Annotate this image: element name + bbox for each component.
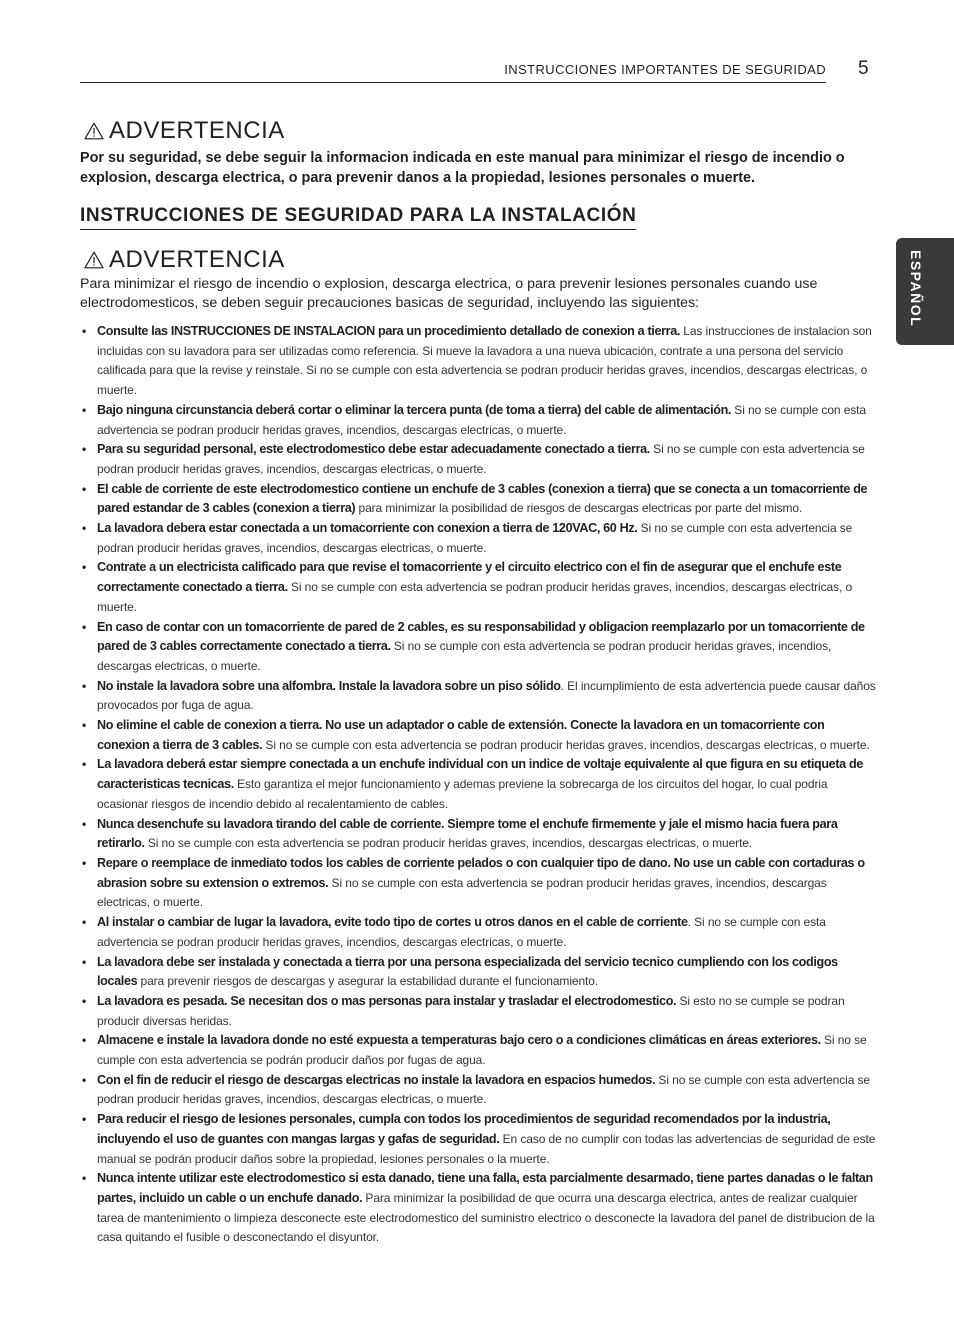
warning-heading-2 xyxy=(84,245,285,275)
list-item-detail-text: Si no se cumple con esta advertencia se podran producir heridas graves, incendios, descargas electricas, o muerte. xyxy=(97,580,853,614)
list-item-bold-text: Para su seguridad personal, este electrodomestico debe estar adecuadamente conectado a tierra. xyxy=(97,442,650,457)
list-item-detail-text: Si no se cumple con esta advertencia se podran producir heridas graves, incendios, descargas electricas, o muerte. xyxy=(144,836,753,851)
list-item xyxy=(80,1169,876,1248)
warning-triangle-icon xyxy=(84,122,104,140)
language-tab xyxy=(896,238,954,345)
safety-instructions-list xyxy=(80,322,876,1248)
list-item-bold-text: La lavadora debera estar conectada a un tomacorriente con conexion a tierra de 120VAC, 60 Hz. xyxy=(97,521,638,536)
list-item xyxy=(80,401,876,440)
list-item xyxy=(80,322,876,401)
list-item-detail-text: Para minimizar la posibilidad de que ocurra una descarga electrica, antes de realizar cualquier tarea de mantenimiento o limpieza desconecte este electrodomestico del suministro electrico o desconecte la lavadora del panel de distribucion de la casa quitando el fusible o desconectando el disyuntor. xyxy=(97,1190,875,1245)
list-item-bold-text: No elimine el cable de conexion a tierra. No use un adaptador o cable de extensión. Conecte la lavadora en un tomacorriente con conexion a tierra de 3 cables. xyxy=(97,718,825,752)
list-item-bold-text: No instale la lavadora sobre una alfombra. Instale la lavadora sobre un piso sólido xyxy=(97,678,561,693)
list-item-bold-text: El cable de corriente de este electrodomestico contiene un enchufe de 3 cables (conexion a tierra) que se conecta a un tomacorriente de pared estandar de 3 cables (conexion a tierra) xyxy=(97,481,868,516)
list-item-bold-text: Nunca desenchufe su lavadora tirando del cable de corriente. Siempre tome el enchufe firmemente y jale el mismo hacia fuera para retirarlo. xyxy=(97,816,838,851)
list-item-detail-text: Las instrucciones de instalacion son incluidas con su lavadora para ser utilizadas como referencia. Si mueve la lavadora a una nueva ubicación, contrate a una persona del servicio calificada para que la revise y reinstale. Si no se cumple con esta advertencia se podran producir heridas graves, incendios, descargas electricas, o muerte. xyxy=(97,324,872,398)
warning-triangle-icon xyxy=(84,251,104,269)
list-item xyxy=(80,519,876,558)
warning-title-2: ADVERTENCIA xyxy=(109,246,285,273)
warning-text-2: Para minimizar el riesgo de incendio o explosion, descarga electrica, o para prevenir lesiones personales cuando use electrodomesticos, se deben seguir precauciones basicas de seguridad, incluyendo las siguientes: xyxy=(80,276,818,311)
list-item-detail-text: Si no se cumple con esta advertencia se podrán producir daños por fugas de agua. xyxy=(97,1033,867,1068)
list-item-bold-text: Al instalar o cambiar de lugar la lavadora, evite todo tipo de cortes u otros danos en el cable de corriente xyxy=(97,915,688,930)
list-item-bold-text: Bajo ninguna circunstancia deberá cortar o eliminar la tercera punta (de toma a tierra) del cable de alimentación. xyxy=(97,402,732,417)
list-item-detail-text: Si no se cumple con esta advertencia se podran producir heridas graves, incendios, descargas electricas, o muerte. xyxy=(97,402,866,437)
list-item xyxy=(80,480,876,519)
list-item xyxy=(80,854,876,913)
list-item-detail-text: Si no se cumple con esta advertencia se podran producir heridas graves, incendios, descargas electricas, o muerte. xyxy=(97,639,832,673)
list-item-detail-text: Si no se cumple con esta advertencia se podran producir heridas graves, incendios, descargas electricas, o muerte. xyxy=(97,875,827,910)
list-item-bold-text: Con el fin de reducir el riesgo de descargas electricas no instale la lavadora en espacios humedos. xyxy=(97,1072,656,1087)
list-item xyxy=(80,558,876,617)
list-item xyxy=(80,440,876,479)
list-item-bold-text: Nunca intente utilizar este electrodomestico si esta danado, tiene una falla, esta parcialmente desarmado, tiene partes danadas o le faltan partes, incluido un cable o un enchufe danado. xyxy=(97,1171,873,1205)
warning-text-1: Por su seguridad, se debe seguir la informacion indicada en este manual para minimizar el riesgo de incendio o explosion, descarga electrica, o para prevenir danos a la propiedad, lesiones personales o muerte. xyxy=(80,150,845,186)
list-item xyxy=(80,815,876,854)
list-item-bold-text: La lavadora deberá estar siempre conectada a un enchufe individual con un indice de voltaje equivalente al que figura en su etiqueta de caracteristicas tecnicas. xyxy=(97,757,863,792)
list-item-detail-text: Si no se cumple con esta advertencia se podran producir heridas graves, incendios, descargas electricas, o muerte. xyxy=(97,521,853,555)
list-item-detail-text: para minimizar la posibilidad de riesgos de descargas electricas por parte del mismo. xyxy=(355,501,803,516)
list-item-bold-text: Repare o reemplace de inmediato todos los cables de corriente pelados o con cualquier tipo de dano. No use un cable con cortaduras o abrasion sobre su extension o extremos. xyxy=(97,855,865,890)
list-item xyxy=(80,755,876,814)
list-item-detail-text: Si no se cumple con esta advertencia se podran producir heridas graves, incendios, descargas electricas, o muerte. xyxy=(97,442,865,476)
page-number: 5 xyxy=(858,58,869,79)
list-item xyxy=(80,953,876,992)
list-item xyxy=(80,1110,876,1169)
list-item-detail-text: . Si no se cumple con esta advertencia se podran producir heridas graves, incendios, descargas electricas, o muerte. xyxy=(97,915,826,949)
list-item xyxy=(80,992,876,1031)
running-header xyxy=(80,60,826,83)
list-item-detail-text: para prevenir riesgos de descargas y asegurar la estabilidad durante el funcionamiento. xyxy=(137,974,599,989)
list-item xyxy=(80,716,876,755)
list-item-bold-text: La lavadora debe ser instalada y conectada a tierra por una persona especializada del servicio tecnico cumpliendo con los codigos locales xyxy=(97,954,838,989)
list-item-detail-text: Si no se cumple con esta advertencia se podran producir heridas graves, incendios, descargas electricas, o muerte. xyxy=(97,1072,870,1107)
list-item-detail-text: Esto garantiza el mejor funcionamiento y ademas previene la sobrecarga de los circuitos del hogar, lo cual podria ocasionar riesgos de incendio debido al recalentamiento de cables. xyxy=(97,777,828,811)
list-item-bold-text: Contrate a un electricista calificado para que revise el tomacorriente y el circuito electrico con el fin de asegurar que el enchufe este correctamente conectado a tierra. xyxy=(97,560,842,595)
list-item xyxy=(80,1071,876,1110)
list-item-bold-text: La lavadora es pesada. Se necesitan dos o mas personas para instalar y trasladar el electrodomestico. xyxy=(97,993,677,1008)
list-item-detail-text: Si no se cumple con esta advertencia se podran producir heridas graves, incendios, descargas electricas, o muerte. xyxy=(262,737,870,752)
warning-heading-1 xyxy=(84,116,285,146)
list-item-detail-text: Si esto no se cumple se podran producir diversas heridas. xyxy=(97,993,845,1028)
list-item xyxy=(80,1031,876,1070)
warning-title-1: ADVERTENCIA xyxy=(109,117,285,144)
section-title: INSTRUCCIONES DE SEGURIDAD PARA LA INSTALACIÓN xyxy=(80,204,636,230)
list-item-bold-text: En caso de contar con un tomacorriente de pared de 2 cables, es su responsabilidad y obligacion reemplazarlo por un tomacorriente de pared de 3 cables correctamente conectado a tierra. xyxy=(97,619,865,654)
list-item xyxy=(80,677,876,716)
list-item-detail-text: . El incumplimiento de esta advertencia puede causar daños provocados por fuga de agua. xyxy=(97,678,876,713)
running-header-title: INSTRUCCIONES IMPORTANTES DE SEGURIDAD xyxy=(504,62,826,77)
list-item-bold-text: Para reducir el riesgo de lesiones personales, cumpla con todos los procedimientos de seguridad recomendados por la industria, incluyendo el uso de guantes con mangas largas y gafas de seguridad. xyxy=(97,1112,831,1146)
list-item-detail-text: En caso de no cumplir con todas las advertencias de seguridad de este manual se podrán producir daños sobre la propiedad, lesiones personales o la muerte. xyxy=(97,1131,876,1166)
list-item-bold-text: Consulte las INSTRUCCIONES DE INSTALACION para un procedimiento detallado de conexion a tierra. xyxy=(97,324,681,338)
list-item-bold-text: Almacene e instale la lavadora donde no esté expuesta a temperaturas bajo cero o a condiciones climáticas en áreas exteriores. xyxy=(97,1033,821,1048)
list-item xyxy=(80,913,876,952)
list-item xyxy=(80,618,876,677)
language-tab-label: ESPAÑOL xyxy=(908,250,924,328)
